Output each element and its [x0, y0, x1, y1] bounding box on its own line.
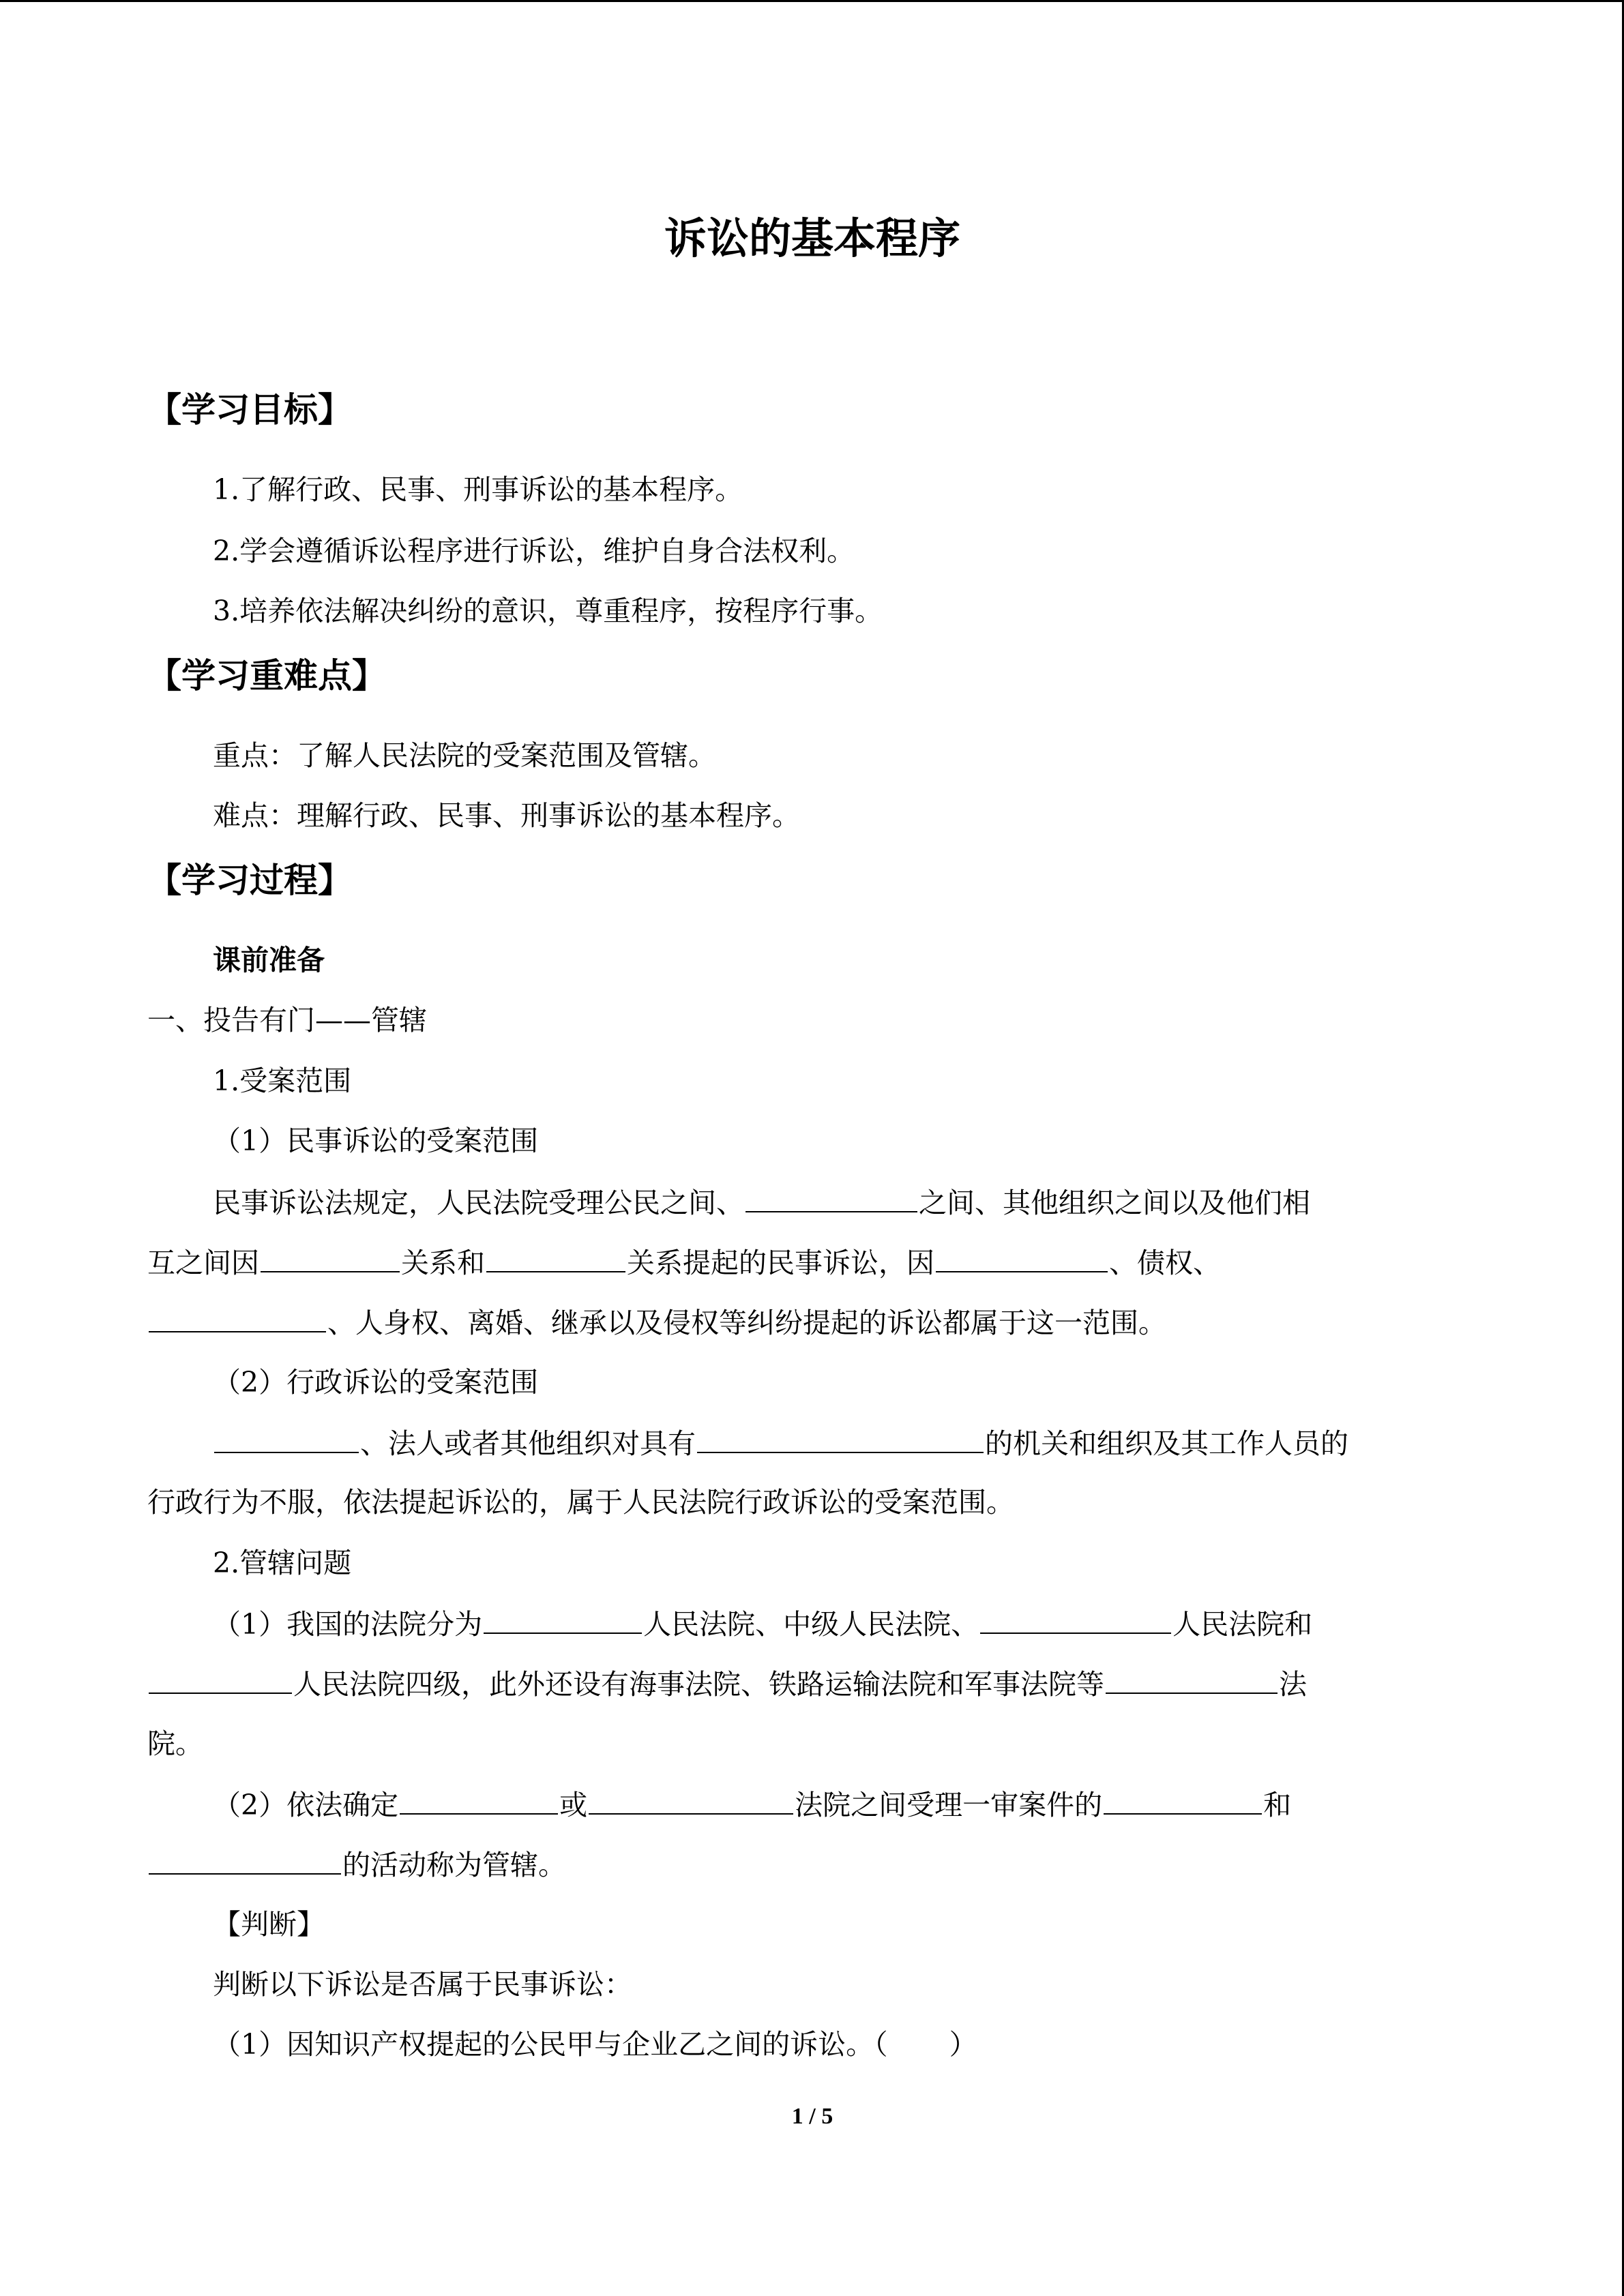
fill-blank[interactable] [149, 1301, 326, 1332]
civil-paragraph-line-3 [147, 1301, 1166, 1343]
civil-p2-text-d: 、债权、 [1109, 1247, 1221, 1279]
goal-item-2: 2.学会遵循诉讼程序进行诉讼，维护自身合法权利。 [213, 535, 855, 567]
fill-blank[interactable] [486, 1241, 625, 1272]
admin-p1-text-b: 的机关和组织及其工作人员的 [985, 1427, 1348, 1460]
civil-p3-text-a: 、人身权、离婚、继承以及侵权等纠纷提起的诉讼都属于这一范围。 [327, 1307, 1166, 1339]
civil-p2-text-c: 关系提起的民事诉讼，因 [627, 1247, 934, 1279]
judge-q1-text-b: ） [949, 2028, 977, 2061]
fill-blank[interactable] [936, 1241, 1108, 1272]
judge-q1-text-a: （1）因知识产权提起的公民甲与企业乙之间的诉讼。（ [213, 2028, 888, 2061]
civil-title: （1）民事诉讼的受案范围 [213, 1124, 539, 1157]
prep-label: 课前准备 [213, 944, 325, 976]
admin-paragraph-line-2: 行政行为不服，依法提起诉讼的，属于人民法院行政诉讼的受案范围。 [147, 1486, 1014, 1519]
goal-item-3: 3.培养依法解决纠纷的意识，尊重程序，按程序行事。 [213, 595, 883, 627]
jur-p1-text-a: （2）依法确定 [213, 1789, 399, 1821]
court-p2-text-a: 人民法院四级，此外还设有海事法院、铁路运输法院和军事法院等 [293, 1668, 1104, 1701]
civil-paragraph-line-2 [147, 1241, 1221, 1283]
fill-blank[interactable] [745, 1181, 917, 1212]
jur-p2-text-a: 的活动称为管辖。 [342, 1849, 566, 1881]
difficulty-point: 难点：理解行政、民事、刑事诉讼的基本程序。 [213, 799, 800, 832]
fill-blank[interactable] [589, 1783, 793, 1815]
fill-blank[interactable] [980, 1602, 1171, 1634]
fill-blank[interactable] [214, 1422, 359, 1453]
fill-blank[interactable] [697, 1422, 984, 1453]
fill-blank[interactable] [1106, 1663, 1278, 1694]
court-paragraph-line-3: 院。 [147, 1727, 203, 1760]
jur-p1-text-d: 和 [1263, 1789, 1292, 1821]
goals-heading: 【学习目标】 [147, 390, 352, 430]
key-points-heading: 【学习重难点】 [147, 656, 386, 696]
item1-title: 1.受案范围 [213, 1064, 352, 1097]
court-p2-text-b: 法 [1279, 1668, 1307, 1701]
court-paragraph-line-1 [213, 1602, 1312, 1645]
admin-p1-text-a: 、法人或者其他组织对具有 [360, 1427, 696, 1460]
admin-paragraph-line-1 [213, 1422, 1348, 1464]
civil-p1-text-a: 民事诉讼法规定，人民法院受理公民之间、 [213, 1187, 744, 1219]
court-paragraph-line-2 [147, 1663, 1307, 1705]
civil-p2-text-a: 互之间因 [147, 1247, 259, 1279]
fill-blank[interactable] [149, 1663, 292, 1694]
judge-prompt: 判断以下诉讼是否属于民事诉讼： [213, 1968, 632, 2001]
court-p1-text-b: 人民法院、中级人民法院、 [643, 1608, 979, 1641]
civil-p1-text-b: 之间、其他组织之间以及他们相 [919, 1187, 1310, 1219]
page-title: 诉讼的基本程序 [664, 213, 960, 263]
jurisdiction-line-1 [213, 1783, 1291, 1825]
fill-blank[interactable] [400, 1783, 558, 1815]
court-p1-text-a: （1）我国的法院分为 [213, 1608, 483, 1641]
top-border-rule [0, 0, 1624, 2]
fill-blank[interactable] [484, 1602, 642, 1634]
jurisdiction-line-2 [147, 1843, 566, 1885]
page-number: 1 / 5 [791, 2104, 833, 2129]
focus-point: 重点：了解人民法院的受案范围及管辖。 [213, 739, 716, 772]
admin-title: （2）行政诉讼的受案范围 [213, 1366, 539, 1399]
goal-item-1: 1.了解行政、民事、刑事诉讼的基本程序。 [213, 473, 743, 506]
civil-paragraph-line-1 [213, 1181, 1310, 1223]
jur-p1-text-c: 法院之间受理一审案件的 [795, 1789, 1103, 1821]
item2-title: 2.管辖问题 [213, 1547, 352, 1579]
court-p1-text-c: 人民法院和 [1172, 1608, 1313, 1641]
process-heading: 【学习过程】 [147, 861, 352, 900]
fill-blank[interactable] [149, 1843, 341, 1875]
civil-p2-text-b: 关系和 [401, 1247, 485, 1279]
judge-question-1 [213, 2024, 977, 2065]
jur-p1-text-b: 或 [559, 1789, 588, 1821]
judge-label: 【判断】 [213, 1908, 325, 1941]
fill-blank[interactable] [261, 1241, 400, 1272]
part1-title: 一、投告有门——管辖 [147, 1004, 427, 1037]
fill-blank[interactable] [1104, 1783, 1262, 1815]
